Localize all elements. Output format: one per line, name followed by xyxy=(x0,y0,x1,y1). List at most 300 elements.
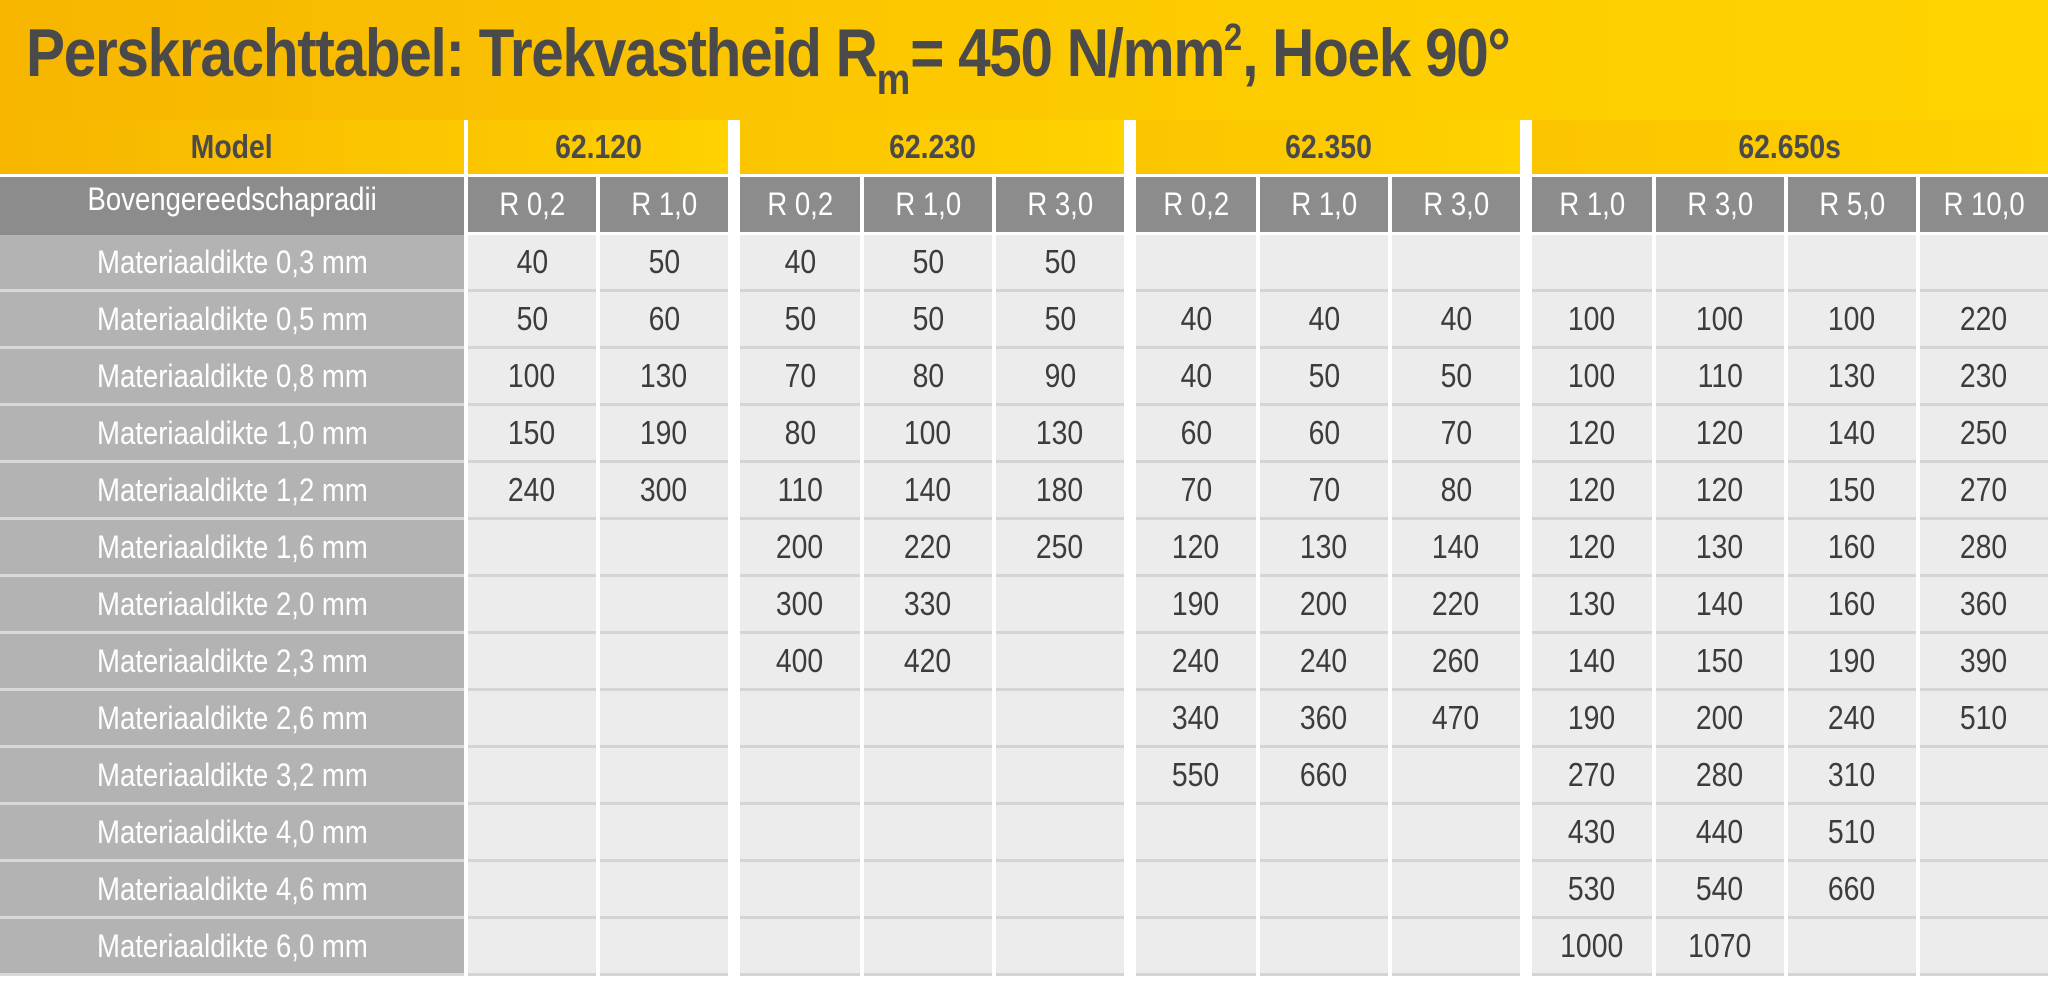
table-cell xyxy=(1656,235,1784,292)
table-cell-text: 140 xyxy=(1696,585,1744,622)
table-cell xyxy=(1656,520,1784,577)
table-cell xyxy=(1788,748,1916,805)
table-cell-text: 280 xyxy=(1960,528,2008,565)
table-cell xyxy=(996,463,1124,520)
table-cell xyxy=(1788,805,1916,862)
radius-header-text: R 3,0 xyxy=(1687,186,1753,222)
table-cell xyxy=(996,577,1124,634)
table-cell xyxy=(1260,406,1388,463)
table-cell-text: 200 xyxy=(1696,699,1744,736)
table-cell xyxy=(1532,634,1652,691)
table-cell-text: 120 xyxy=(1172,528,1220,565)
radius-header-text: R 0,2 xyxy=(767,186,833,222)
title-prefix: Perskrachttabel: Trekvastheid R xyxy=(26,15,877,91)
radius-header-text: R 3,0 xyxy=(1423,186,1489,222)
table-cell xyxy=(1532,349,1652,406)
table-cell xyxy=(468,634,596,691)
table-cell-text: 240 xyxy=(1828,699,1876,736)
table-cell-text: 300 xyxy=(640,471,688,508)
table-cell xyxy=(468,406,596,463)
table-cell xyxy=(1656,349,1784,406)
row-label-text: Materiaaldikte 0,5 mm xyxy=(96,300,368,337)
table-cell xyxy=(1656,406,1784,463)
table-cell-text: 130 xyxy=(1036,414,1084,451)
table-cell-text: 190 xyxy=(1828,642,1876,679)
model-header xyxy=(0,120,464,177)
row-label-text: Materiaaldikte 1,6 mm xyxy=(96,528,368,565)
table-cell-text: 60 xyxy=(648,300,680,337)
table-cell xyxy=(864,748,992,805)
table-cell xyxy=(1656,919,1784,976)
table-cell xyxy=(1136,406,1256,463)
row-label xyxy=(0,805,464,862)
table-cell xyxy=(1136,463,1256,520)
table-cell-text: 70 xyxy=(784,357,816,394)
table-cell-text: 220 xyxy=(904,528,952,565)
table-cell-text: 40 xyxy=(1180,300,1212,337)
table-cell-text: 270 xyxy=(1568,756,1616,793)
table-cell xyxy=(1392,520,1520,577)
table-cell xyxy=(1920,805,2048,862)
table-cell-text: 50 xyxy=(784,300,816,337)
radius-header-text: R 1,0 xyxy=(1559,186,1625,222)
table-cell-text: 40 xyxy=(1308,300,1340,337)
table-cell xyxy=(996,292,1124,349)
table-cell-text: 130 xyxy=(1828,357,1876,394)
table-cell xyxy=(1788,634,1916,691)
table-cell xyxy=(1136,691,1256,748)
table-cell xyxy=(996,235,1124,292)
table-cell xyxy=(740,634,860,691)
table-cell-text: 100 xyxy=(1568,357,1616,394)
row-label xyxy=(0,349,464,406)
table-cell-text: 50 xyxy=(912,300,944,337)
table-cell xyxy=(1392,463,1520,520)
table-cell xyxy=(1920,235,2048,292)
table-cell-text: 200 xyxy=(776,528,824,565)
table-cell-text: 660 xyxy=(1828,870,1876,907)
table-cell xyxy=(1920,577,2048,634)
table-cell xyxy=(1788,919,1916,976)
table-cell xyxy=(996,691,1124,748)
table-cell-text: 1070 xyxy=(1688,927,1752,964)
row-label xyxy=(0,292,464,349)
table-cell xyxy=(1920,748,2048,805)
table-cell xyxy=(1260,805,1388,862)
radius-header-label-text: Bovengereedschapradii xyxy=(87,181,377,217)
table-cell xyxy=(1788,691,1916,748)
table-cell xyxy=(1788,235,1916,292)
table-cell-text: 270 xyxy=(1960,471,2008,508)
radius-header-text: R 1,0 xyxy=(895,186,961,222)
table-cell xyxy=(1920,349,2048,406)
row-label-text: Materiaaldikte 2,6 mm xyxy=(96,699,368,736)
table-cell xyxy=(600,919,728,976)
radius-header xyxy=(996,177,1124,235)
table-cell xyxy=(1392,748,1520,805)
table-cell xyxy=(468,862,596,919)
table-cell-text: 80 xyxy=(784,414,816,451)
table-cell xyxy=(1788,349,1916,406)
title-subscript: m xyxy=(876,55,911,104)
table-cell xyxy=(600,805,728,862)
table-cell xyxy=(1788,463,1916,520)
table-cell-text: 90 xyxy=(1044,357,1076,394)
table-cell xyxy=(996,406,1124,463)
table-cell-text: 240 xyxy=(508,471,556,508)
title-suffix: , Hoek 90° xyxy=(1242,15,1510,91)
table-cell-text: 310 xyxy=(1828,756,1876,793)
row-label xyxy=(0,235,464,292)
table-cell xyxy=(1532,862,1652,919)
table-cell-text: 110 xyxy=(1697,357,1743,394)
table-cell-text: 1000 xyxy=(1560,927,1624,964)
table-cell-text: 660 xyxy=(1300,756,1348,793)
table-cell xyxy=(1656,805,1784,862)
table-cell xyxy=(1136,805,1256,862)
table-cell xyxy=(864,463,992,520)
table-cell xyxy=(1392,235,1520,292)
table-cell-text: 430 xyxy=(1568,813,1616,850)
radius-header-text: R 0,2 xyxy=(499,186,565,222)
table-cell-text: 50 xyxy=(1440,357,1472,394)
table-cell xyxy=(468,748,596,805)
table-cell-text: 340 xyxy=(1172,699,1220,736)
table-cell-text: 50 xyxy=(1044,300,1076,337)
table-cell-text: 360 xyxy=(1960,585,2008,622)
title-bar xyxy=(0,0,2048,120)
table-cell-text: 100 xyxy=(904,414,952,451)
table-cell xyxy=(1136,520,1256,577)
table-cell-text: 80 xyxy=(912,357,944,394)
radius-header xyxy=(1656,177,1784,235)
table-cell xyxy=(1136,577,1256,634)
table-cell xyxy=(600,520,728,577)
table-cell xyxy=(1656,862,1784,919)
table-cell-text: 40 xyxy=(1440,300,1472,337)
table-cell xyxy=(740,748,860,805)
table-cell-text: 440 xyxy=(1696,813,1744,850)
table-cell xyxy=(1656,577,1784,634)
table-cell-text: 200 xyxy=(1300,585,1348,622)
table-cell xyxy=(864,235,992,292)
table-cell xyxy=(600,748,728,805)
table-cell-text: 510 xyxy=(1960,699,2008,736)
press-force-table xyxy=(0,120,2048,981)
table-cell xyxy=(468,292,596,349)
table-cell-text: 40 xyxy=(516,243,548,280)
model-group-header-text: 62.350 xyxy=(1284,128,1372,165)
table-cell xyxy=(1136,862,1256,919)
row-label-text: Materiaaldikte 2,0 mm xyxy=(96,585,368,622)
table-cell-text: 540 xyxy=(1696,870,1744,907)
table-cell xyxy=(1260,577,1388,634)
row-label-text: Materiaaldikte 3,2 mm xyxy=(96,756,368,793)
title-middle: = 450 N/mm xyxy=(910,15,1225,91)
table-cell xyxy=(996,862,1124,919)
table-cell-text: 100 xyxy=(1568,300,1616,337)
page-title xyxy=(26,14,1510,105)
table-cell xyxy=(468,577,596,634)
table-cell xyxy=(1788,520,1916,577)
table-cell-text: 130 xyxy=(1568,585,1616,622)
table-cell-text: 120 xyxy=(1568,528,1616,565)
table-cell-text: 120 xyxy=(1568,414,1616,451)
table-cell xyxy=(468,235,596,292)
table-cell xyxy=(740,577,860,634)
table-cell-text: 180 xyxy=(1036,471,1084,508)
table-cell xyxy=(864,691,992,748)
table-cell-text: 220 xyxy=(1960,300,2008,337)
table-cell xyxy=(1260,292,1388,349)
table-cell xyxy=(1532,406,1652,463)
radius-header-label xyxy=(0,177,464,235)
table-cell xyxy=(996,520,1124,577)
radius-header xyxy=(1136,177,1256,235)
table-cell xyxy=(996,919,1124,976)
table-cell xyxy=(600,292,728,349)
table-cell-text: 140 xyxy=(1432,528,1480,565)
table-cell-text: 470 xyxy=(1432,699,1480,736)
table-cell xyxy=(740,691,860,748)
table-cell xyxy=(740,520,860,577)
table-cell xyxy=(1260,634,1388,691)
table-cell xyxy=(1136,919,1256,976)
table-cell xyxy=(1260,862,1388,919)
table-cell xyxy=(864,919,992,976)
radius-header-text: R 5,0 xyxy=(1819,186,1885,222)
table-cell xyxy=(600,406,728,463)
radius-header-text: R 3,0 xyxy=(1027,186,1093,222)
radius-header xyxy=(1392,177,1520,235)
table-cell xyxy=(1532,235,1652,292)
table-cell xyxy=(740,235,860,292)
table-cell xyxy=(864,577,992,634)
table-cell xyxy=(600,634,728,691)
radius-header xyxy=(1788,177,1916,235)
radius-header xyxy=(740,177,860,235)
table-cell xyxy=(1656,292,1784,349)
table-cell-text: 300 xyxy=(776,585,824,622)
table-cell xyxy=(1656,463,1784,520)
table-cell-text: 150 xyxy=(1696,642,1744,679)
row-label xyxy=(0,634,464,691)
table-cell-text: 40 xyxy=(784,243,816,280)
row-label xyxy=(0,748,464,805)
table-cell xyxy=(468,805,596,862)
row-label-text: Materiaaldikte 0,3 mm xyxy=(96,243,368,280)
table-cell-text: 190 xyxy=(640,414,688,451)
table-cell-text: 250 xyxy=(1960,414,2008,451)
table-cell xyxy=(600,577,728,634)
table-cell-text: 70 xyxy=(1440,414,1472,451)
table-cell-text: 530 xyxy=(1568,870,1616,907)
table-cell-text: 190 xyxy=(1172,585,1220,622)
table-cell-text: 100 xyxy=(508,357,556,394)
table-cell xyxy=(468,520,596,577)
radius-header xyxy=(1532,177,1652,235)
table-cell xyxy=(1532,748,1652,805)
table-cell-text: 390 xyxy=(1960,642,2008,679)
table-cell xyxy=(864,349,992,406)
radius-header-text: R 0,2 xyxy=(1163,186,1229,222)
table-cell-text: 120 xyxy=(1696,414,1744,451)
table-cell xyxy=(1532,463,1652,520)
table-cell xyxy=(600,349,728,406)
table-cell xyxy=(1392,805,1520,862)
table-cell xyxy=(468,691,596,748)
radius-header xyxy=(1260,177,1388,235)
table-cell xyxy=(740,463,860,520)
model-group-header-text: 62.650s xyxy=(1738,128,1842,165)
table-cell xyxy=(1136,349,1256,406)
row-label xyxy=(0,691,464,748)
table-cell xyxy=(468,919,596,976)
table-cell xyxy=(1788,862,1916,919)
table-cell xyxy=(1260,748,1388,805)
table-cell xyxy=(1136,292,1256,349)
table-cell xyxy=(996,349,1124,406)
table-cell-text: 70 xyxy=(1308,471,1340,508)
table-cell xyxy=(1532,805,1652,862)
table-cell xyxy=(1260,349,1388,406)
table-cell xyxy=(468,349,596,406)
table-cell xyxy=(1136,748,1256,805)
table-cell xyxy=(996,748,1124,805)
table-cell xyxy=(864,634,992,691)
table-cell-text: 40 xyxy=(1180,357,1212,394)
radius-header-text: R 10,0 xyxy=(1943,186,2025,222)
table-cell xyxy=(1392,292,1520,349)
table-cell xyxy=(1260,919,1388,976)
table-cell xyxy=(1136,634,1256,691)
table-cell xyxy=(600,691,728,748)
table-cell-text: 330 xyxy=(904,585,952,622)
table-cell xyxy=(1532,520,1652,577)
row-label xyxy=(0,919,464,976)
table-cell xyxy=(1392,634,1520,691)
table-cell-text: 140 xyxy=(1828,414,1876,451)
table-cell-text: 250 xyxy=(1036,528,1084,565)
table-cell xyxy=(1656,691,1784,748)
row-label xyxy=(0,862,464,919)
table-cell xyxy=(1136,235,1256,292)
table-cell xyxy=(1920,406,2048,463)
table-cell xyxy=(1260,463,1388,520)
radius-header-text: R 1,0 xyxy=(631,186,697,222)
row-label-text: Materiaaldikte 1,0 mm xyxy=(96,414,368,451)
table-cell xyxy=(1392,406,1520,463)
table-cell-text: 50 xyxy=(516,300,548,337)
model-group-header xyxy=(1136,120,1520,177)
row-label-text: Materiaaldikte 2,3 mm xyxy=(96,642,368,679)
table-cell-text: 60 xyxy=(1180,414,1212,451)
row-label-text: Materiaaldikte 6,0 mm xyxy=(96,927,368,964)
table-cell xyxy=(600,862,728,919)
table-cell-text: 50 xyxy=(648,243,680,280)
table-cell-text: 120 xyxy=(1696,471,1744,508)
table-cell xyxy=(1532,919,1652,976)
table-cell xyxy=(864,862,992,919)
table-cell xyxy=(1788,577,1916,634)
table-cell xyxy=(996,634,1124,691)
table-cell-text: 130 xyxy=(640,357,688,394)
table-cell-text: 190 xyxy=(1568,699,1616,736)
table-cell xyxy=(1920,292,2048,349)
table-cell xyxy=(740,349,860,406)
table-cell-text: 360 xyxy=(1300,699,1348,736)
table-cell xyxy=(864,805,992,862)
radius-header xyxy=(600,177,728,235)
table-cell xyxy=(1260,235,1388,292)
table-cell-text: 60 xyxy=(1308,414,1340,451)
table-cell xyxy=(600,463,728,520)
table-cell xyxy=(1260,691,1388,748)
row-label xyxy=(0,406,464,463)
table-cell xyxy=(740,406,860,463)
table-cell-text: 130 xyxy=(1696,528,1744,565)
table-cell-text: 550 xyxy=(1172,756,1220,793)
table-cell xyxy=(1392,691,1520,748)
table-cell xyxy=(600,235,728,292)
table-cell-text: 280 xyxy=(1696,756,1744,793)
table-cell-text: 220 xyxy=(1432,585,1480,622)
table-cell xyxy=(1260,520,1388,577)
model-group-header xyxy=(1532,120,2048,177)
table-cell xyxy=(740,805,860,862)
table-cell-text: 150 xyxy=(508,414,556,451)
table-cell xyxy=(1532,577,1652,634)
table-cell-text: 240 xyxy=(1172,642,1220,679)
row-label xyxy=(0,520,464,577)
table-cell-text: 240 xyxy=(1300,642,1348,679)
table-cell xyxy=(1920,520,2048,577)
title-superscript: 2 xyxy=(1224,17,1243,59)
table-cell-text: 120 xyxy=(1568,471,1616,508)
table-cell-text: 150 xyxy=(1828,471,1876,508)
table-cell xyxy=(1656,634,1784,691)
row-label-text: Materiaaldikte 4,0 mm xyxy=(96,813,368,850)
table-cell-text: 140 xyxy=(904,471,952,508)
row-label-text: Materiaaldikte 1,2 mm xyxy=(96,471,368,508)
radius-header xyxy=(468,177,596,235)
model-group-header xyxy=(740,120,1124,177)
table-cell xyxy=(468,463,596,520)
table-cell xyxy=(864,406,992,463)
table-cell-text: 140 xyxy=(1568,642,1616,679)
row-label-text: Materiaaldikte 4,6 mm xyxy=(96,870,368,907)
table-cell xyxy=(1392,577,1520,634)
table-cell-text: 80 xyxy=(1440,471,1472,508)
model-header-text: Model xyxy=(191,128,273,165)
table-cell xyxy=(864,520,992,577)
radius-header xyxy=(1920,177,2048,235)
table-cell xyxy=(740,292,860,349)
table-cell-text: 100 xyxy=(1828,300,1876,337)
table-cell xyxy=(996,805,1124,862)
row-label xyxy=(0,577,464,634)
table-cell-text: 50 xyxy=(1308,357,1340,394)
table-cell xyxy=(1532,691,1652,748)
model-group-header-text: 62.120 xyxy=(554,128,642,165)
row-label-text: Materiaaldikte 0,8 mm xyxy=(96,357,368,394)
table-cell-text: 510 xyxy=(1828,813,1876,850)
table-cell xyxy=(1920,919,2048,976)
table-cell xyxy=(1920,634,2048,691)
radius-header-text: R 1,0 xyxy=(1291,186,1357,222)
table-cell-text: 400 xyxy=(776,642,824,679)
table-cell xyxy=(1392,349,1520,406)
